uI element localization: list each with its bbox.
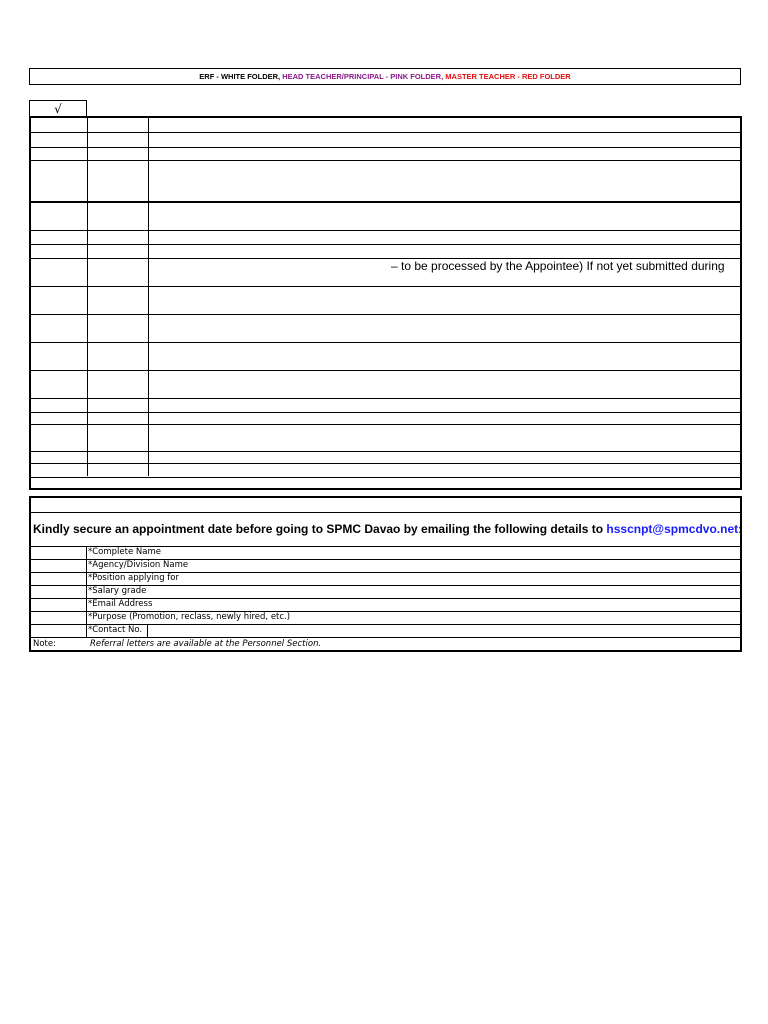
requirements-checklist-table [29, 116, 742, 490]
list-item: *Purpose (Promotion, reclass, newly hired, etc.) [88, 612, 291, 622]
banner-pink-folder: HEAD TEACHER/PRINCIPAL - PINK FOLDER, [282, 72, 446, 81]
check-column-header: √ [29, 100, 87, 117]
contact-email-link[interactable]: hsscnpt@spmcdvo.net [606, 522, 739, 536]
banner-red-folder: MASTER TEACHER - RED FOLDER [445, 72, 571, 81]
folder-color-banner [29, 68, 741, 85]
table-row [31, 371, 740, 399]
table-row [31, 399, 740, 413]
table-row [31, 425, 740, 452]
appointment-details-box [29, 496, 742, 652]
table-row [31, 118, 740, 133]
table-row [31, 245, 740, 259]
column-divider [87, 118, 88, 476]
table-row [31, 133, 740, 148]
table-row [31, 203, 740, 231]
table-row [31, 413, 740, 425]
column-divider [86, 546, 87, 637]
list-item: *Position applying for [88, 573, 179, 583]
list-item: *Agency/Division Name [88, 560, 189, 570]
table-row [31, 259, 740, 287]
table-row [31, 343, 740, 371]
list-item: *Complete Name [88, 547, 161, 557]
divider [31, 512, 740, 513]
appointment-instruction: Kindly secure an appointment date before going to SPMC Davao by emailing the following details to hsscnpt@spmcdvo.net: [33, 522, 743, 536]
table-row [31, 161, 740, 203]
table-row [31, 464, 740, 478]
note-label: Note: [33, 639, 56, 649]
processing-note-text: – to be processed by the Appointee) If not yet submitted during [391, 259, 725, 273]
list-item: *Email Address [88, 599, 153, 609]
divider [31, 637, 740, 638]
table-row [31, 287, 740, 315]
table-row [31, 231, 740, 245]
column-divider [148, 118, 149, 476]
table-row [31, 452, 740, 464]
column-divider [147, 624, 148, 637]
table-row [31, 315, 740, 343]
table-row [31, 478, 740, 490]
table-row [31, 148, 740, 161]
banner-white-folder: ERF - WHITE FOLDER, [199, 72, 283, 81]
note-text: Referral letters are available at the Personnel Section. [90, 639, 322, 649]
list-item: *Contact No. [88, 625, 143, 635]
list-item: *Salary grade [88, 586, 147, 596]
